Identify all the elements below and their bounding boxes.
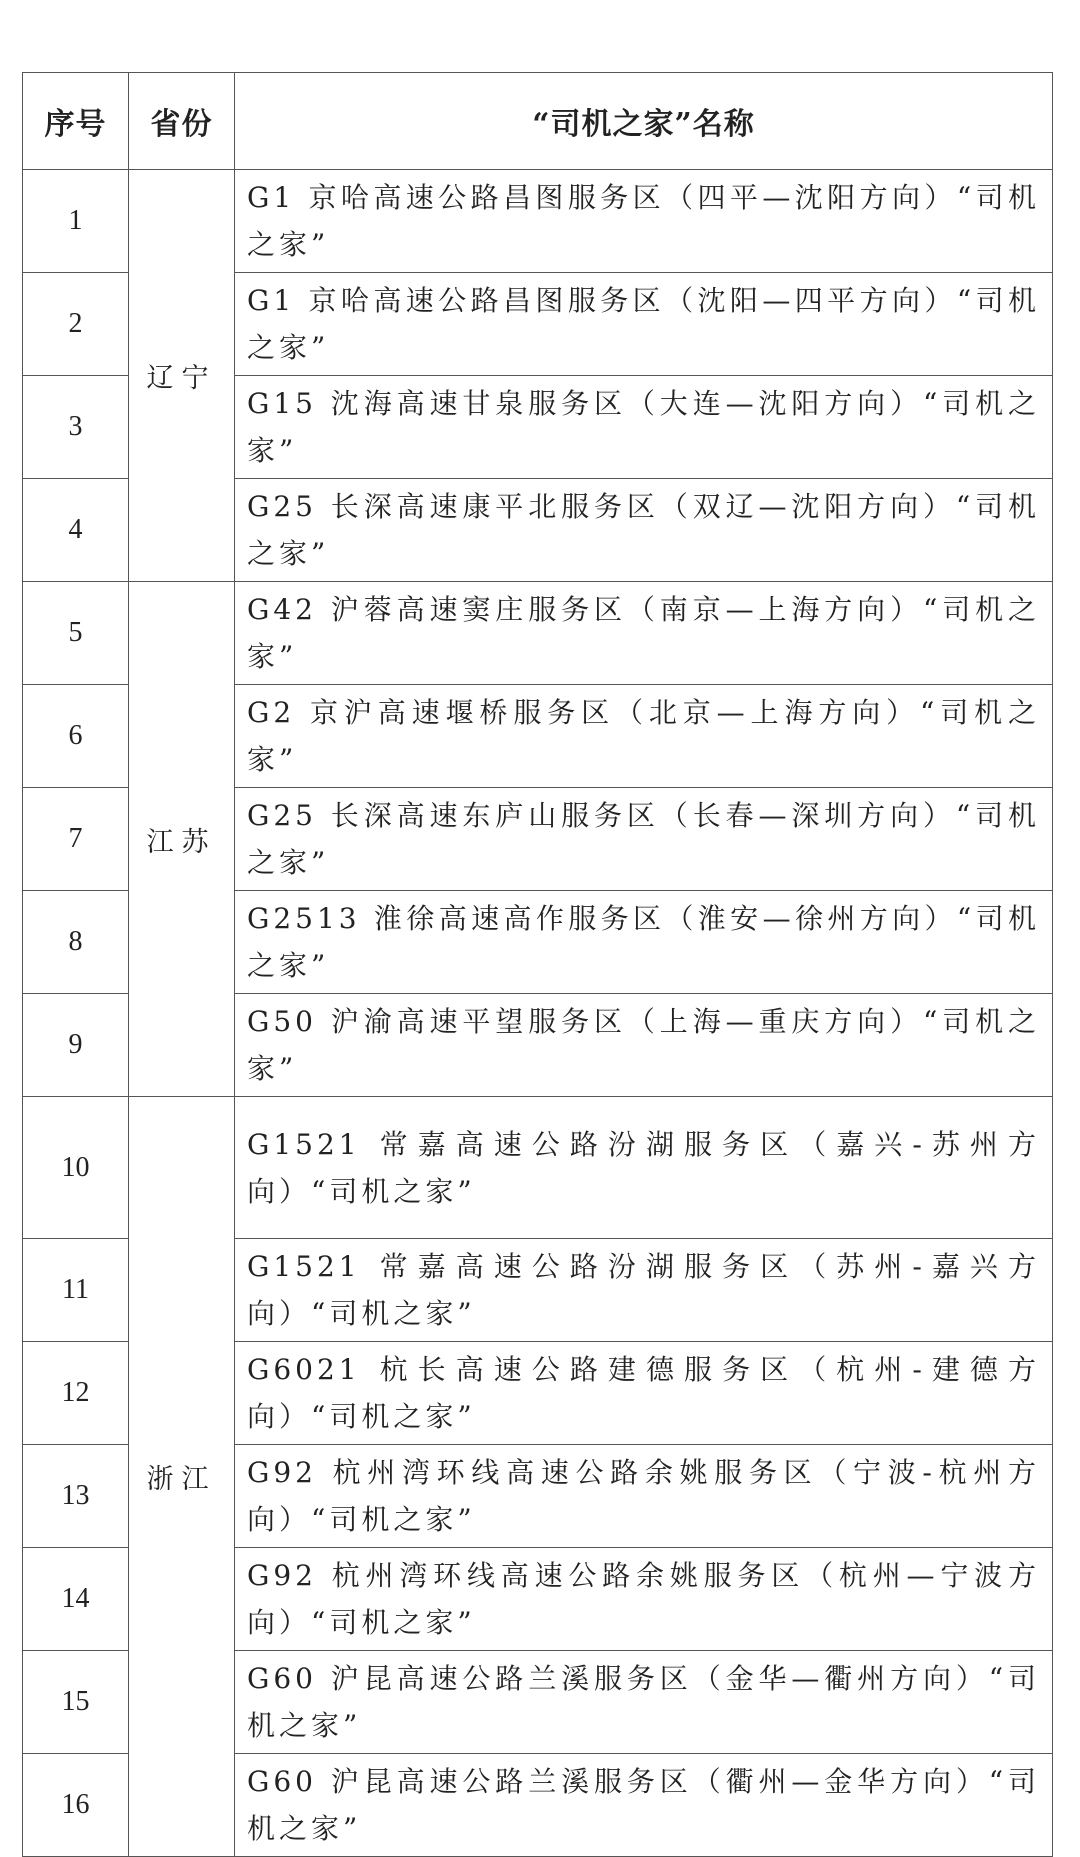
driver-home-table [22,72,1053,1857]
row-number: 9 [23,994,129,1097]
row-number: 6 [23,685,129,788]
service-area-name: G2 京沪高速堰桥服务区（北京—上海方向）“司机之家” [235,685,1053,788]
row-number: 4 [23,479,129,582]
service-area-name: G50 沪渝高速平望服务区（上海—重庆方向）“司机之家” [235,994,1053,1097]
row-number: 13 [23,1445,129,1548]
service-area-name: G15 沈海高速甘泉服务区（大连—沈阳方向）“司机之家” [235,376,1053,479]
header-province: 省份 [129,73,235,170]
province-cell: 辽宁 [129,170,235,582]
province-cell: 江苏 [129,582,235,1097]
service-area-name: G92 杭州湾环线高速公路余姚服务区（杭州—宁波方向）“司机之家” [235,1548,1053,1651]
table-row [23,170,1053,273]
service-area-name: G1521 常嘉高速公路汾湖服务区（嘉兴-苏州方向）“司机之家” [235,1097,1053,1239]
table-header-row [23,73,1053,170]
service-area-name: G6021 杭长高速公路建德服务区（杭州-建德方向）“司机之家” [235,1342,1053,1445]
service-area-name: G1521 常嘉高速公路汾湖服务区（苏州-嘉兴方向）“司机之家” [235,1239,1053,1342]
row-number: 8 [23,891,129,994]
row-number: 2 [23,273,129,376]
service-area-name: G92 杭州湾环线高速公路余姚服务区（宁波-杭州方向）“司机之家” [235,1445,1053,1548]
row-number: 11 [23,1239,129,1342]
service-area-name: G60 沪昆高速公路兰溪服务区（衢州—金华方向）“司机之家” [235,1754,1053,1857]
row-number: 7 [23,788,129,891]
service-area-name: G1 京哈高速公路昌图服务区（四平—沈阳方向）“司机之家” [235,170,1053,273]
table-row [23,1097,1053,1239]
row-number: 10 [23,1097,129,1239]
service-area-name: G25 长深高速康平北服务区（双辽—沈阳方向）“司机之家” [235,479,1053,582]
row-number: 3 [23,376,129,479]
row-number: 5 [23,582,129,685]
service-area-name: G2513 淮徐高速高作服务区（淮安—徐州方向）“司机之家” [235,891,1053,994]
header-name: “司机之家”名称 [235,73,1053,170]
row-number: 1 [23,170,129,273]
row-number: 15 [23,1651,129,1754]
row-number: 12 [23,1342,129,1445]
service-area-name: G60 沪昆高速公路兰溪服务区（金华—衢州方向）“司机之家” [235,1651,1053,1754]
document-page [22,72,1052,1857]
service-area-name: G42 沪蓉高速窦庄服务区（南京—上海方向）“司机之家” [235,582,1053,685]
header-serial: 序号 [23,73,129,170]
table-row [23,582,1053,685]
row-number: 14 [23,1548,129,1651]
province-cell: 浙江 [129,1097,235,1857]
service-area-name: G25 长深高速东庐山服务区（长春—深圳方向）“司机之家” [235,788,1053,891]
row-number: 16 [23,1754,129,1857]
service-area-name: G1 京哈高速公路昌图服务区（沈阳—四平方向）“司机之家” [235,273,1053,376]
